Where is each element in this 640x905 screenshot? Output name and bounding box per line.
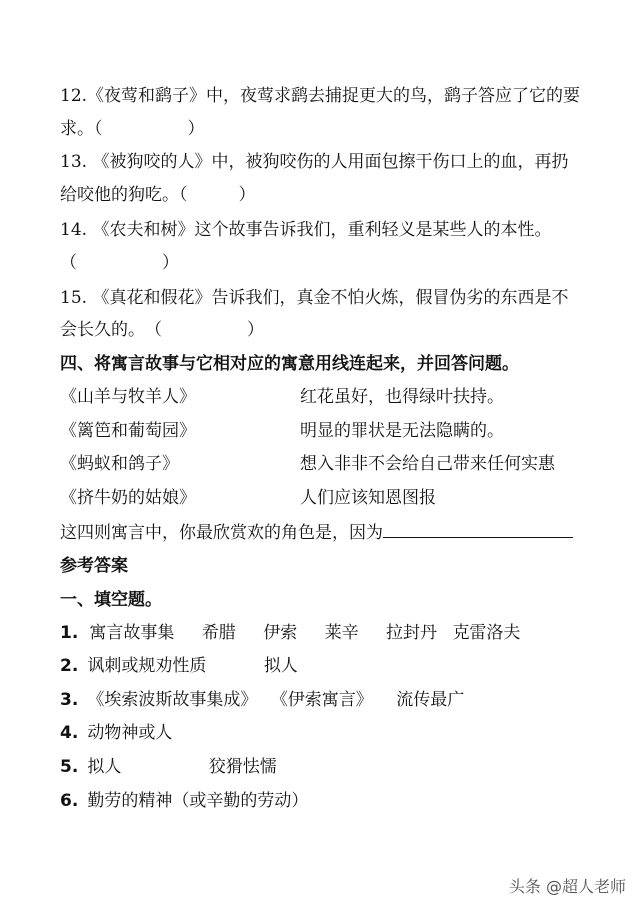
match-moral-3: 想入非非不会给自己带来任何实惠 (300, 454, 555, 474)
question-13-line2: 给咬他的狗吃。（ ） (60, 185, 256, 205)
answer-1 (60, 623, 520, 643)
section-4-heading: 四、将寓言故事与它相对应的寓意用线连起来，并回答问题。 (60, 354, 519, 374)
question-12-line2: 求。（ ） (60, 119, 205, 139)
question-15-line2: 会长久的。 （ ） (60, 320, 264, 340)
answers-subheading: 一、填空题。 (60, 590, 162, 610)
answer-part: 希腊 (201, 623, 236, 643)
answer-part: 伊索 (263, 623, 298, 643)
answer-number: 5. (60, 757, 79, 777)
answer-2 (60, 656, 298, 676)
question-15-line1: 15. 《真花和假花》告诉我们，真金不怕火炼，假冒伪劣的东西是不 (60, 288, 569, 308)
answer-part: 拟人 (87, 757, 122, 777)
match-story-1: 《山羊与牧羊人》 (60, 387, 196, 407)
match-moral-1: 红花虽好，也得绿叶扶持。 (300, 387, 504, 407)
answer-part: 流传最广 (396, 690, 465, 710)
match-story-4: 《挤牛奶的姑娘》 (60, 488, 196, 508)
question-12-line1: 12.《夜莺和鹞子》中，夜莺求鹞去捕捉更大的鸟，鹞子答应了它的要 (60, 86, 581, 106)
prompt-text: 这四则寓言中，你最欣赏欢的角色是，因为 (60, 523, 383, 543)
answer-part: 讽刺或规劝性质 (87, 656, 207, 676)
favorite-character-prompt (60, 521, 573, 543)
question-13-line1: 13. 《被狗咬的人》中，被狗咬伤的人用面包擦干伤口上的血，再扔 (60, 152, 569, 172)
answer-part: 克雷洛夫 (452, 623, 521, 643)
answer-part: 拉封丹 (386, 623, 438, 643)
answer-number: 1. (60, 623, 79, 643)
match-story-2: 《篱笆和葡萄园》 (60, 421, 196, 441)
answer-4 (60, 723, 172, 743)
question-14-line1: 14. 《农夫和树》这个故事告诉我们，重利轻义是某些人的本性。 (60, 220, 552, 240)
answer-part: 莱辛 (324, 623, 359, 643)
match-moral-2: 明显的罪状是无法隐瞒的。 (300, 421, 504, 441)
answer-part: 狡猾怯懦 (208, 757, 277, 777)
match-story-3: 《蚂蚁和鸽子》 (60, 454, 179, 474)
answer-number: 2. (60, 656, 79, 676)
answer-part: 拟人 (263, 656, 298, 676)
answer-6 (60, 791, 308, 811)
answers-heading: 参考答案 (60, 556, 128, 576)
answer-part: 寓言故事集 (89, 623, 175, 643)
answer-number: 3. (60, 690, 79, 710)
answer-number: 6. (60, 791, 79, 811)
match-moral-4: 人们应该知恩图报 (300, 488, 436, 508)
question-14-line2: （ ） (60, 253, 179, 273)
answer-3 (60, 690, 464, 710)
watermark-text: 头条 @超人老师 (508, 877, 626, 896)
answer-part: 《伊索寓言》 (270, 690, 373, 710)
watermark (509, 874, 626, 897)
answer-part: 《埃索波斯故事集成》 (87, 690, 258, 710)
answer-number: 4. (60, 723, 79, 743)
answer-part: 勤劳的精神（或辛勤的劳动） (87, 791, 309, 811)
answer-5 (60, 757, 277, 777)
answer-part: 动物神或人 (87, 723, 173, 743)
answer-blank[interactable] (383, 521, 573, 538)
